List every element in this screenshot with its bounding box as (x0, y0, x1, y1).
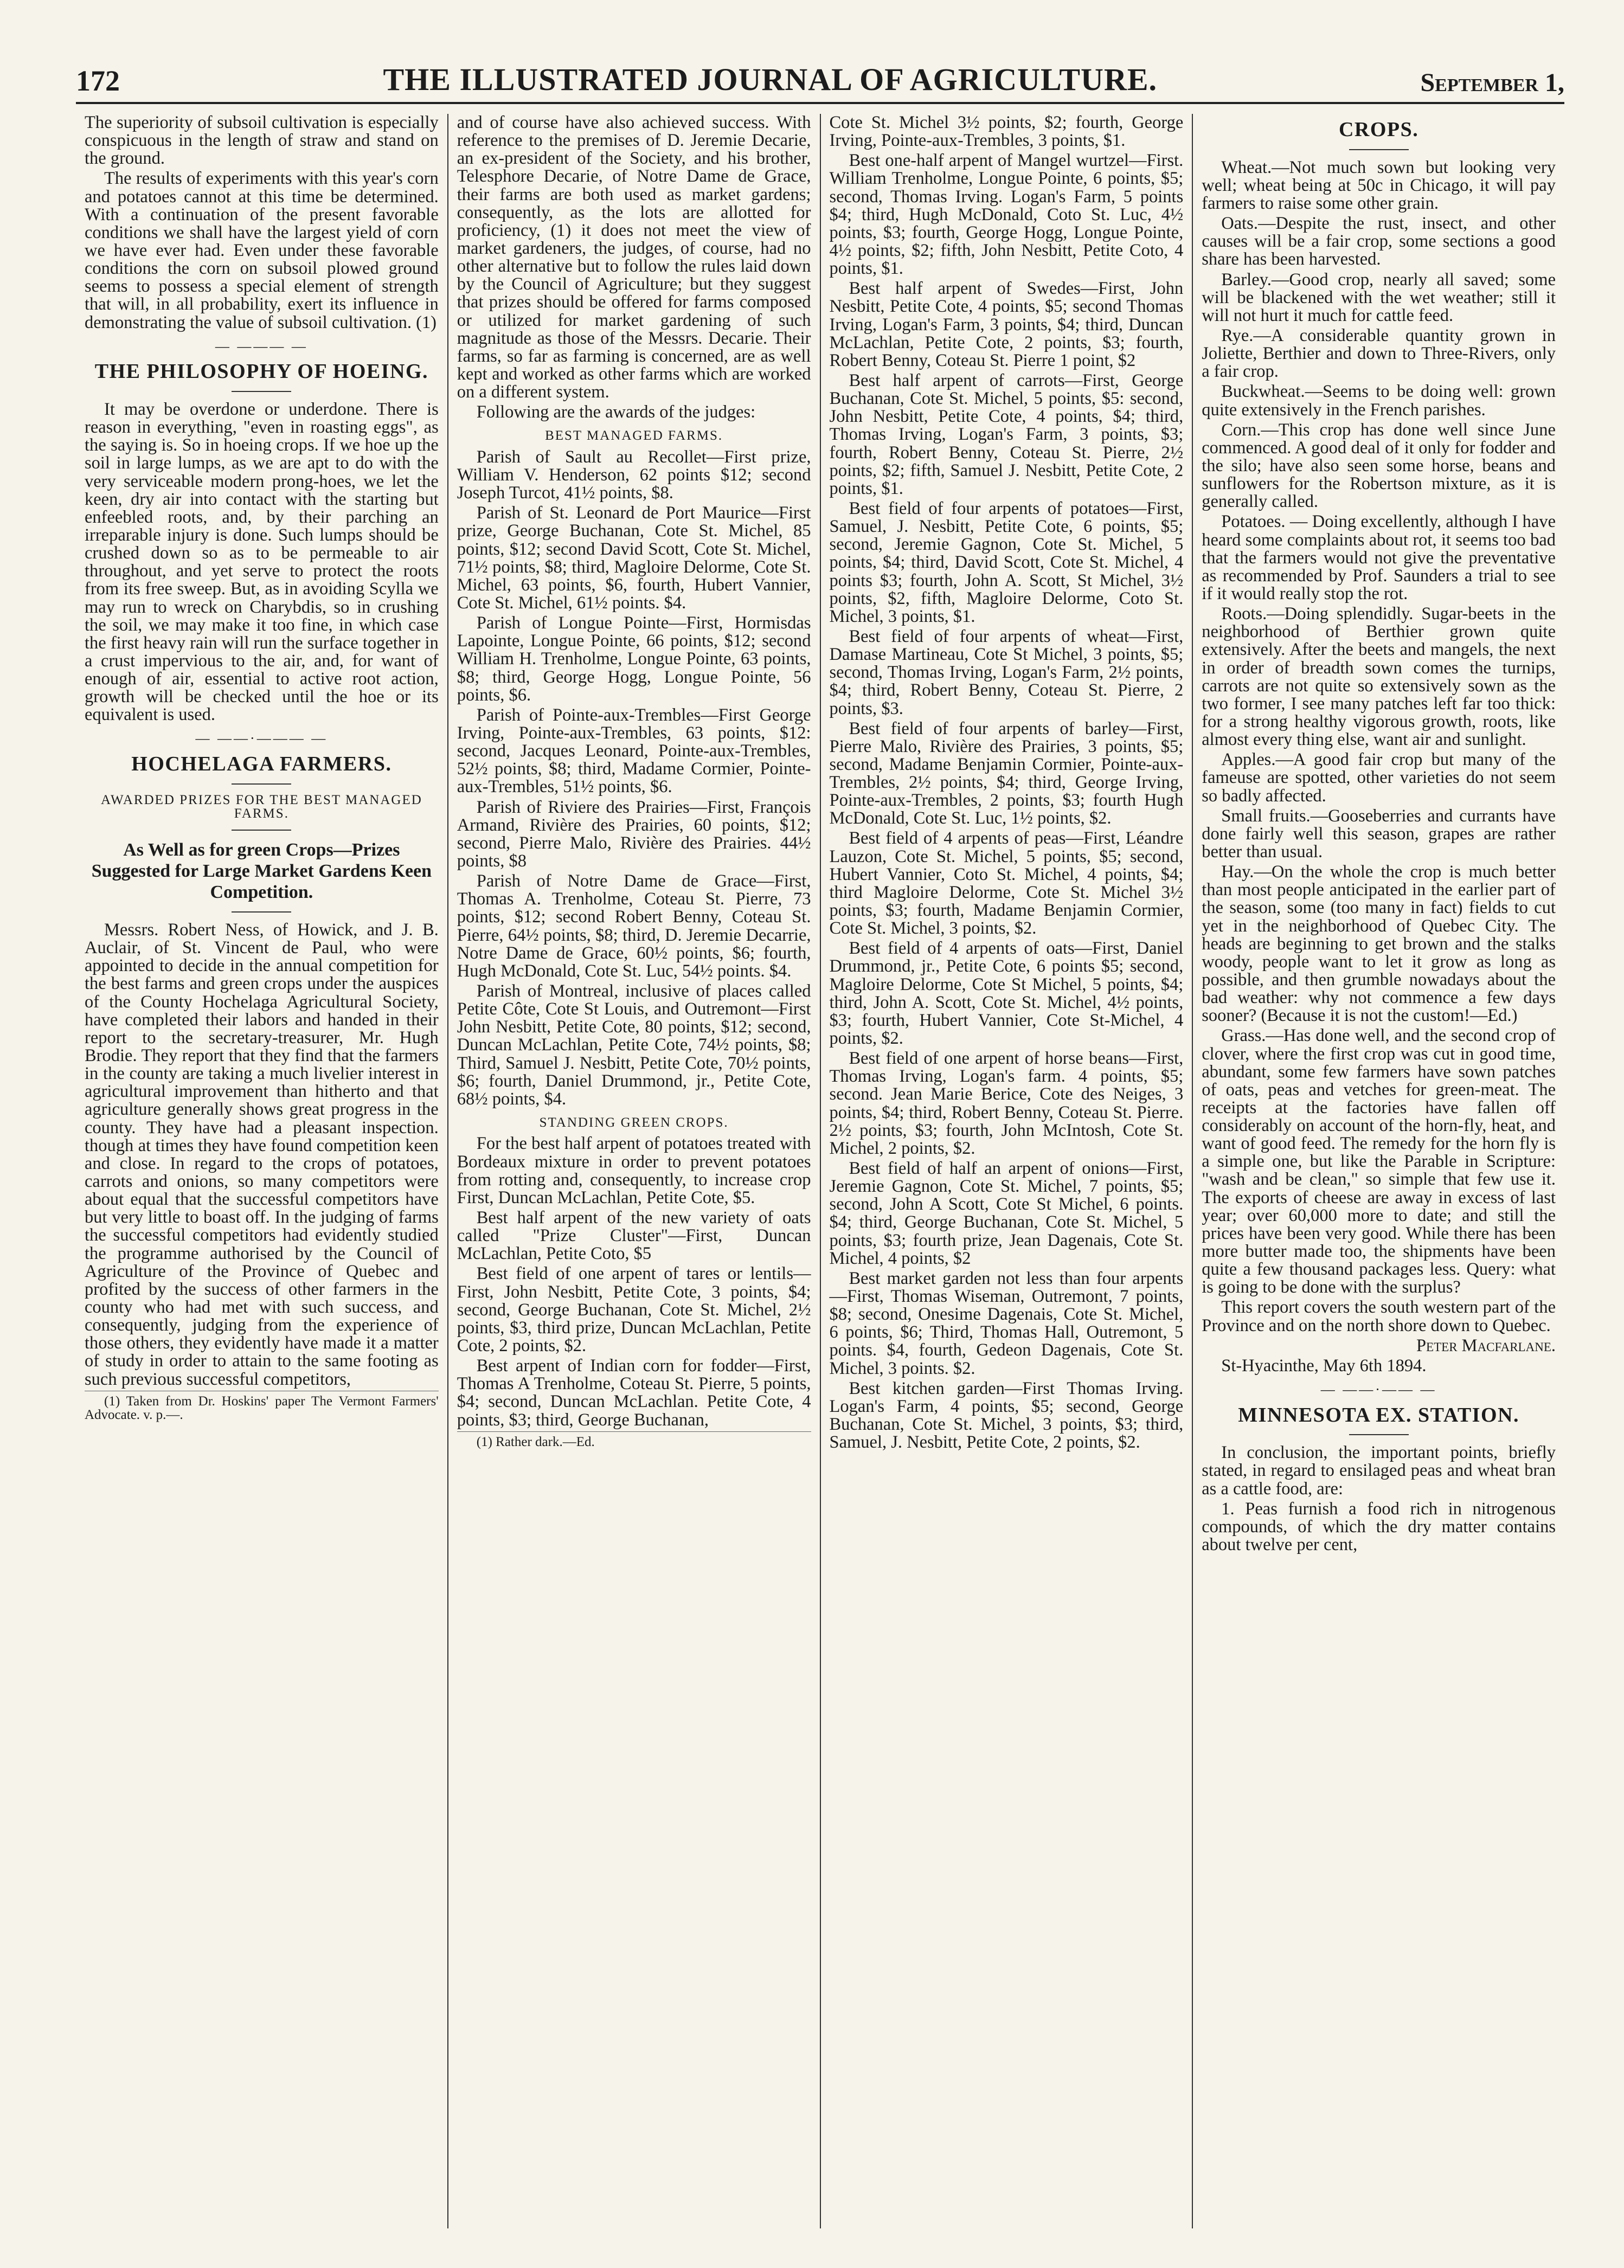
article-title-crops: CROPS. (1338, 118, 1419, 141)
crop-report: Small fruits.—Gooseberries and currants have done fairly well this season, grapes are rather better than usual. (1202, 806, 1556, 862)
award-paragraph: Best field of one arpent of tares or lentils—First, John Nesbitt, Petite Cote, 3 points, $4; second, George Buchanan, Cote St. Michel, 2½ points, $3, third prize, Duncan McLachlan, Petite Cote, 2 points, $2. (457, 1264, 811, 1355)
award-paragraph: Best arpent of Indian corn for fodder—First, Thomas A Trenholme, Coteau St. Pierre, 5 points, $4; second, Duncan McLachlan. Petite Cote, 4 points, $3; third, George Buchanan, (457, 1356, 811, 1430)
crop-report: Grass.—Has done well, and the second crop of clover, where the first crop was cut in good time, abundant, some few farmers have sown patches of oats, peas and vetches for green-meat. The receipts at the factories have fallen off considerably on account of the horn-fly, heat, and want of good feed. The remedy for the horn fly is a simple one, but like the Parable in Scripture: "wash and be clean," so simple that few use it. The exports of cheese are away in excess of last year; over 60,000 more to date; and still the prices have been very good. While there has been more butter made too, the shipments have been quite a few thousand packages less. Query: what is going to be done with the surplus? (1202, 1026, 1556, 1297)
title-rule (232, 830, 291, 831)
award-paragraph: For the best half arpent of potatoes treated with Bordeaux mixture in order to prevent potatoes from rotting and, consequently, to increase crop First, Duncan McLachlan, Petite Cote, $5. (457, 1134, 811, 1207)
award-paragraph: Parish of St. Leonard de Port Maurice—First prize, George Buchanan, Cote St. Michel, 85 points, $12; second David Scott, Cote St. Michel, 71½ points, $8; third, Magloire Delorme, Cote St. Michel, 63 points, $6, fourth, Hubert Vannier, Cote St. Michel, 61½ points. $4. (457, 503, 811, 613)
crop-report: Buckwheat.—Seems to be doing well: grown quite extensively in the French parishes. (1202, 382, 1556, 420)
title-rule (232, 391, 291, 392)
column-2 (447, 114, 820, 2228)
award-paragraph: Best half arpent of the new variety of oats called "Prize Cluster"—First, Duncan McLachlan, Petite Coto, $5 (457, 1208, 811, 1264)
award-paragraph: Best field of one arpent of horse beans—First, Thomas Irving, Logan's farm. 4 points, $5; second. Jean Marie Berice, Cote des Neiges, 3 points, $4; third, Robert Benny, Coteau St. Pierre. 2½ points, $3; fourth, John McIntosh, Cote St. Michel, 2 points, $2. (829, 1049, 1184, 1158)
columns (76, 114, 1564, 2228)
paragraph: Following are the awards of the judges: (476, 402, 756, 422)
footnote: (1) Rather dark.—Ed. (457, 1431, 811, 1449)
crop-report: Hay.—On the whole the crop is much better than most people anticipated in the earlier part of the season, some (too many in fact) fields to cut yet in the neighborhood of Quebec City. The heads are beginning to get brown and the stalks woody, people want to let it grow as long as possible, and then grumble nowadays about the bad weather: why not commence a few days sooner? (Because it is not the custom!—Ed.) (1202, 862, 1556, 1026)
article-title-minnesota: MINNESOTA EX. STATION. (1238, 1403, 1519, 1427)
paragraph: The results of experiments with this year's corn and potatoes cannot at this time be determined. With a continuation of the present favorable conditions we shall have the largest yield of corn we have ever had. Even under these favorable conditions the corn on subsoil plowed ground seems to possess a special element of strength that will, in all probability, exert its influence in demonstrating the value of subsoil cultivation. (1) (85, 169, 439, 332)
crop-report: Rye.—A considerable quantity grown in Joliette, Berthier and down to Three-Rivers, only a fair crop. (1202, 326, 1556, 382)
issue-date: September 1, (1420, 68, 1564, 97)
crop-report: Wheat.—Not much sown but looking very well; wheat being at 50c in Chicago, it will pay farmers to raise some other grain. (1202, 157, 1556, 214)
ornament-divider: — ——·—— — (1320, 1382, 1437, 1398)
masthead (76, 43, 1564, 104)
crop-report: Roots.—Doing splendidly. Sugar-beets in the neighborhood of Berthier grown quite extensively. After the beets and mangels, the next in order of breadth sown comes the turnips, carrots are not quite so extensively sown as the two former, I see many patches left far too thick: for a strong healthy vigorous growth, roots, like almost every thing else, want air and sunlight. (1202, 604, 1556, 750)
paragraph: This report covers the south western part of the Province and on the north shore down to Quebec. (1202, 1297, 1556, 1335)
paragraph: 1. Peas furnish a food rich in nitrogenous compounds, of which the dry matter contains about twelve per cent, (1202, 1499, 1556, 1554)
award-paragraph: Best field of half an arpent of onions—First, Jeremie Gagnon, Cote St. Michel, 7 points, $5; second, John A Scott, Cote St Michel, 6 points. $4; third, George Buchanan, Cote St. Michel, 5 points, $3; fourth prize, Jean Dagenais, Cote St. Michel, 4 points, $2 (829, 1159, 1184, 1268)
award-paragraph: Best field of four arpents of barley—First, Pierre Malo, Rivière des Prairies, 3 points, $5; second, Madame Benjamin Cormier, Pointe-aux-Trembles, 2½ points, $4; third, George Irving, Pointe-aux-Trembles, 2 points, $3; fourth Hugh McDonald, Cote St. Luc, 1½ points, $2. (829, 718, 1184, 828)
paragraph: In conclusion, the important points, briefly stated, in regard to ensilaged peas and wheat bran as a cattle food, are: (1202, 1443, 1556, 1499)
crop-report: Apples.—A good fair crop but many of the fameuse are spotted, other varieties do not seem so badly affected. (1202, 750, 1556, 806)
paragraph: It may be overdone or underdone. There is reason in everything, "even in roasting eggs", as the saying is. So in hoeing crops. If we hoe up the soil in large lumps, as we are apt to do with the very serviceable modern prong-hoes, we let the keen, dry air into contact with the starting but enfeebled roots, and, by their parching an irreparable injury is done. Such lumps should be crushed down so as to be permeable to air throughout, and yet serve to protect the roots from its free sweep. But, as in avoiding Scylla we may run to wreck on Charybdis, so in crushing the soil, we may make it too fine, in which case the first heavy rain will run the surface together in a crust impervious to the air, and, for want of enough of air, essential to active root action, growth will be checked until the hoe or its equivalent is used. (85, 399, 439, 725)
journal-title: THE ILLUSTRATED JOURNAL OF AGRICULTURE. (383, 62, 1158, 97)
title-rule (1349, 1434, 1409, 1435)
award-paragraph: Best field of four arpents of potatoes—First, Samuel, J. Nesbitt, Petite Cote, 6 points, $5; second, Jeremie Gagnon, Cote St. Michel, 5 points, $4; third, David Scott, Cote St. Michel, 4 points $3; fourth, John A. Scott, St Michel, 3½ points, $2, fifth, Magloire Delorme, Coto St. Michel, 3 points, $1. (829, 498, 1184, 626)
section-title-green-crops: STANDING GREEN CROPS. (539, 1115, 729, 1130)
ornament-divider: — ——— — (215, 338, 308, 354)
award-paragraph: Parish of Montreal, inclusive of places called Petite Côte, Cote St Louis, and Outremont—First John Nesbitt, Petite Cote, 80 points, $12; second, Duncan McLachlan, Petite Cote, 74½ points, $8; Third, Samuel J. Nesbitt, Petite Cote, 70½ points, $6; fourth, Daniel Drummond, jr., Petite Cote, 68½ points, $4. (457, 981, 811, 1109)
award-paragraph: Best field of 4 arpents of peas—First, Léandre Lauzon, Cote St. Michel, 5 points, $5; second, Hubert Vannier, Coto St. Michel, 4 points, $4; third Magloire Delorme, Cote St. Michel 3½ points, $3; fourth, Madame Benjamin Cormier, Cote St. Michel, 3 points, $2. (829, 828, 1184, 939)
article-subhead: As Well as for green Crops—Prizes Suggested for Large Market Gardens Keen Competition. (91, 839, 432, 902)
award-paragraph: Best one-half arpent of Mangel wurtzel—First. William Trenholme, Longue Pointe, 6 points, $5; second, Thomas Irving. Logan's Farm, 5 points $4; third, Hugh McDonald, Coto St. Luc, 4½ points, $3; fourth, George Hogg, Longue Pointe, 4½ points, $2; fifth, John Nesbitt, Petite Coto, 4 points, $1. (829, 151, 1184, 279)
award-paragraph: Parish of Longue Pointe—First, Hormisdas Lapointe, Longue Pointe, 66 points, $12; second William H. Trenholme, Longue Pointe, 63 points, $8; third, George Hogg, Longue Pointe, 56 points, $6. (457, 613, 811, 705)
award-paragraph: Parish of Riviere des Prairies—First, François Armand, Rivière des Prairies, 60 points, $12; second, Pierre Malo, Rivière des Prairies. 44½ points, $8 (457, 797, 811, 871)
crop-report: Oats.—Despite the rust, insect, and other causes will be a fair crop, some sections a good share has been harvested. (1202, 214, 1556, 269)
award-paragraph: Parish of Pointe-aux-Trembles—First George Irving, Pointe-aux-Trembles, 63 points, $12: second, Jacques Leonard, Pointe-aux-Trembles, 52½ points, $8; third, Madame Cormier, Pointe-aux-Trembles, 51½ points, $6. (457, 705, 811, 797)
article-title-hoeing: THE PHILOSOPHY OF HOEING. (94, 360, 429, 383)
award-paragraph: Best field of 4 arpents of oats—First, Daniel Drummond, jr., Petite Cote, 6 points $5; second, Magloire Delorme, Cote St Michel, 5 points, $4; third, John A. Scott, Cote St. Michel, 4½ points, $3; fourth, Hubert Vannier, Cote St-Michel, 4 points, $2. (829, 939, 1184, 1049)
paragraph: Messrs. Robert Ness, of Howick, and J. B. Auclair, of St. Vincent de Paul, who were appointed to decide in the annual competition for the best farms and green crops under the auspices of the County Hochelaga Agricultural Society, have completed their labors and handed in their report to the secretary-treasurer, Mr. Hugh Brodie. They report that they find that the farmers in the county are taking a much livelier interest in agricultural improvement than hitherto and that agriculture generally shows great progress in the county. They have had a pleasant inspection. though at times they have found competition keen and close. In regard to the crops of potatoes, carrots and onions, so many competitors were about equal that the successful competitors have but very little to boast off. In the judging of farms the successful competitors had evidently studied the programme authorised by the Council of Agriculture of the Province of Quebec and profited by the success of other farmers in the county who had met with such success, and consequently, judging from the experience of those others, they evidently have made it a matter of study in order to attain to the same footing as such previous successful competitors, (85, 920, 439, 1389)
page-number: 172 (76, 65, 120, 97)
place-date: St-Hyacinthe, May 6th 1894. (1221, 1355, 1427, 1376)
column-3 (820, 114, 1192, 2228)
crop-report: Potatoes. — Doing excellently, although I have heard some complaints about rot, it seems too bad that the farmers would not give the preventative as recommended by Prof. Saunders a trial to see if it would really stop the rot. (1202, 512, 1556, 603)
crop-report: Barley.—Good crop, nearly all saved; some will be blackened with the wet weather; still it will not hurt it much for cattle feed. (1202, 269, 1556, 325)
title-rule (1349, 149, 1409, 150)
author-signature: Peter Macfarlane. (1416, 1335, 1556, 1355)
award-paragraph: Best field of four arpents of wheat—First, Damase Martineau, Cote St Michel, 3 points, $5; second, Thomas Irving, Logan's Farm, 2½ points, $4; third, Robert Benny, Coteau St. Pierre, 2 points, $3. (829, 626, 1184, 718)
ornament-divider: — ——·——— — (195, 730, 328, 747)
award-paragraph: Best kitchen garden—First Thomas Irving. Logan's Farm, 4 points, $5; second, George Buchanan, Cote St. Michel, 3 points, $3; third, Samuel, J. Nesbitt, Petite Cote, 2 points, $2. (829, 1378, 1184, 1453)
title-rule (232, 911, 291, 913)
paragraph: and of course have also achieved success. With reference to the premises of D. Jeremie Decarie, an ex-president of the Society, and his brother, Telesphore Decarie, of Notre Dame de Grace, their farms are both used as market gardens; consequently, as the lots are allotted for proficiency, (1) it does not meet the view of market gardeners, the judges, of course, had no other alternative but to follow the rules laid down by the Council of Agriculture; but they suggest that prizes should be offered for farms composed or utilized for market gardening of such magnitude as those of the Messrs. Decarie. Their farms, so far as farming is concerned, are as well kept and worked as other farms which are worked on a different system. (457, 114, 811, 402)
award-paragraph: Best half arpent of Swedes—First, John Nesbitt, Petite Cote, 4 points, $5; second Thomas Irving, Logan's Farm, 3 points, $4; third, Duncan McLachlan, Petite Cote, 2 points, $3; fourth, Robert Benny, Coteau St. Pierre 1 point, $2 (829, 279, 1184, 370)
column-4 (1192, 114, 1564, 2228)
paragraph: The superiority of subsoil cultivation is especially conspicuous in the length of straw and stand on the ground. (85, 114, 439, 169)
article-title-hochelaga: HOCHELAGA FARMERS. (131, 753, 392, 775)
footnote: (1) Taken from Dr. Hoskins' paper The Vermont Farmers' Advocate. v. p.—. (85, 1391, 439, 1422)
article-subtitle: AWARDED PRIZES FOR THE BEST MANAGED FARMS. (100, 792, 422, 821)
award-paragraph: Best half arpent of carrots—First, George Buchanan, Cote St. Michel, 5 points, $5: second, John Nesbitt, Petite Cote, 4 points, $4; third, Thomas Irving, Logan's Farm, 3 points, $3; fourth, Robert Benny, Coteau St. Pierre, 2½ points, $2; fifth, Samuel J. Nesbitt, Petite Cote, 2 points, $1. (829, 370, 1184, 498)
award-paragraph: Parish of Sault au Recollet—First prize, William V. Henderson, 62 points $12; second Joseph Turcot, 41½ points, $8. (457, 447, 811, 503)
section-title-best-farms: BEST MANAGED FARMS. (545, 428, 723, 444)
column-1 (76, 114, 447, 2228)
award-paragraph: Cote St. Michel 3½ points, $2; fourth, George Irving, Pointe-aux-Trembles, 3 points, $1. (829, 114, 1184, 151)
award-paragraph: Parish of Notre Dame de Grace—First, Thomas A. Trenholme, Coteau St. Pierre, 73 points, $12; second Robert Benny, Coteau St. Pierre, 64½ points, $8; third, D. Jeremie Decarrie, Notre Dame de Grace, 60½ points, $6; fourth, Hugh McDonald, Cote St. Luc, 54½ points. $4. (457, 871, 811, 981)
title-rule (232, 783, 291, 785)
award-paragraph: Best market garden not less than four arpents—First, Thomas Wiseman, Outremont, 7 points, $8; second, Onesime Dagenais, Cote St. Michel, 6 points, $6; Third, Thomas Hall, Outremont, 5 points. $4, fourth, Gedeon Dagenais, Cote St. Michel, 3 points. $2. (829, 1268, 1184, 1378)
crop-report: Corn.—This crop has done well since June commenced. A good deal of it only for fodder and the silo; have also seen some horse, beans and sunflowers for the Robertson mixture, as it is generally called. (1202, 420, 1556, 512)
